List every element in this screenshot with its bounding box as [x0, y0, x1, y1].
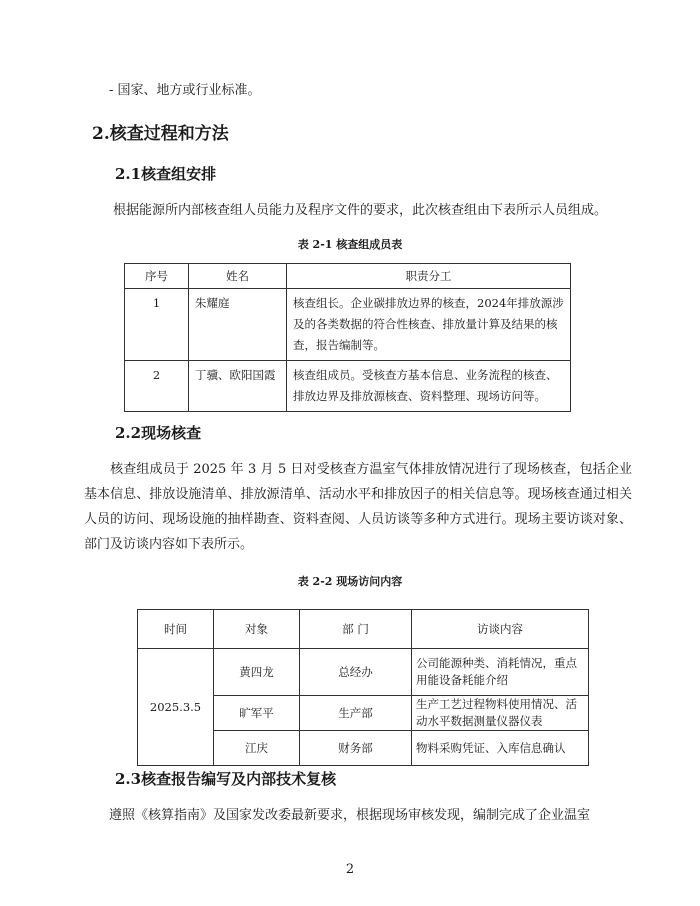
- table-2-1-caption: 表 2-1 核查组成员表: [297, 238, 403, 251]
- table-cell-no: 2: [125, 361, 189, 412]
- table-cell-dept: 总经办: [300, 649, 412, 696]
- table-header-row: [138, 610, 589, 649]
- table-cell-person: 旷军平: [214, 696, 300, 731]
- standards-list-item: - 国家、地方或行业标准。: [109, 83, 261, 98]
- section-2-2-text: 核查组成员于 2025 年 3 月 5 日对受核查方温室气体排放情况进行了现场核查，包括企业基本信息、排放设施清单、排放源清单、活动水平和排放因子的相关信息等。现场核查通过相关人员的访问、现场设施的抽样勘查、资料查阅、人员访谈等多种方式进行。现场主要访谈对象、部门及访谈内容如下表所示。: [84, 462, 632, 552]
- section-2-1-paragraph: [113, 198, 633, 223]
- table-cell-dept: 财务部: [300, 731, 412, 766]
- table-cell-name: 丁骥、欧阳国霞: [189, 361, 287, 412]
- column-header: 访谈内容: [412, 610, 589, 649]
- section-2-3-paragraph: [109, 803, 629, 828]
- table-cell-content: 物料采购凭证、入库信息确认: [412, 731, 589, 766]
- table-cell-duty: 核查组成员。受核查方基本信息、业务流程的核查、排放边界及排放源核查、资料整理、现场访问等。: [287, 361, 571, 412]
- page-number: 2: [345, 862, 355, 877]
- section-2-3-text: 遵照《核算指南》及国家发改委最新要求，根据现场审核发现，编制完成了企业温室: [109, 808, 591, 823]
- table-cell-content: 生产工艺过程物料使用情况、活动水平数据测量仪器仪表: [412, 696, 589, 731]
- table-row: [125, 289, 571, 361]
- section-2-2-heading: 2.2现场核查: [115, 424, 202, 442]
- team-members-table: [124, 263, 571, 412]
- table-2-2-caption: 表 2-2 现场访问内容: [297, 575, 403, 588]
- column-header: 对象: [214, 610, 300, 649]
- site-visit-table: [137, 609, 589, 766]
- section-2-3-heading: 2.3核查报告编写及内部技术复核: [115, 770, 337, 788]
- table-cell-dept: 生产部: [300, 696, 412, 731]
- column-header: 时间: [138, 610, 214, 649]
- column-header: 序号: [125, 264, 189, 289]
- table-cell-date: 2025.3.5: [138, 649, 214, 766]
- table-row: [138, 649, 589, 696]
- table-cell-duty: 核查组长。企业碳排放边界的核查，2024年排放源涉及的各类数据的符合性核查、排放量计算及结果的核查，报告编制等。: [287, 289, 571, 361]
- table-cell-no: 1: [125, 289, 189, 361]
- section-2-2-paragraph: [84, 457, 632, 557]
- table-row: [125, 361, 571, 412]
- column-header: 职责分工: [287, 264, 571, 289]
- table-cell-person: 江庆: [214, 731, 300, 766]
- section-2-1-text: 根据能源所内部核查组人员能力及程序文件的要求，此次核查组由下表所示人员组成。: [113, 203, 608, 218]
- section-2-1-heading: 2.1核查组安排: [115, 165, 217, 183]
- table-cell-name: 朱耀庭: [189, 289, 287, 361]
- table-cell-content: 公司能源种类、消耗情况，重点用能设备耗能介绍: [412, 649, 589, 696]
- section-2-heading: 2.核查过程和方法: [92, 124, 229, 144]
- table-cell-person: 黄四龙: [214, 649, 300, 696]
- table-header-row: [125, 264, 571, 289]
- column-header: 姓名: [189, 264, 287, 289]
- column-header: 部 门: [300, 610, 412, 649]
